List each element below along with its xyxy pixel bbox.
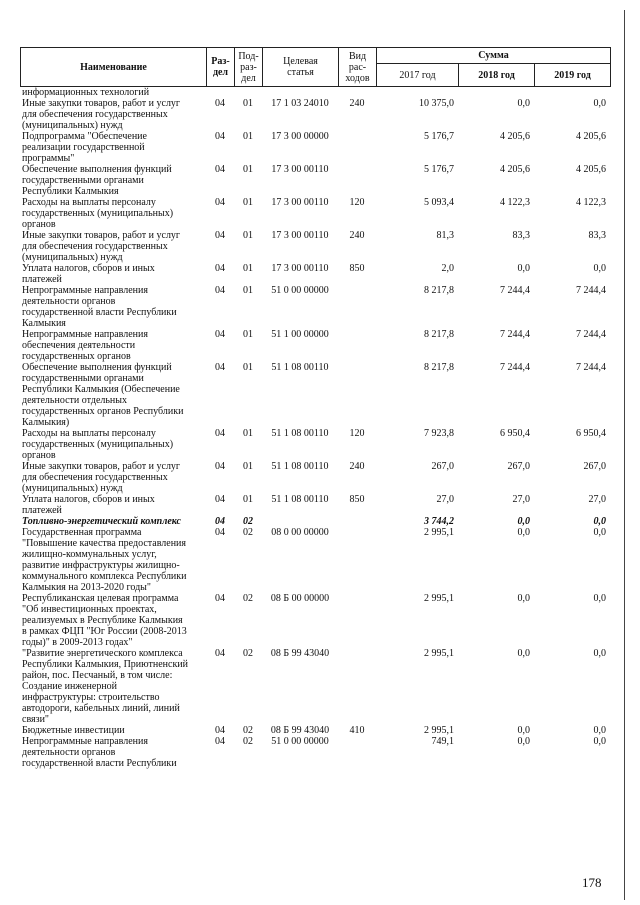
table-row bbox=[20, 285, 610, 329]
row-celevaya-statya: 51 1 08 00110 bbox=[271, 362, 329, 373]
row-sum-2019: 0,0 bbox=[593, 98, 606, 109]
row-celevaya-statya: 08 Б 99 43040 bbox=[270, 648, 330, 659]
row-celevaya-statya: 51 0 00 00000 bbox=[271, 285, 329, 296]
row-podrazdel: 01 bbox=[243, 494, 253, 505]
row-sum-2019: 4 205,6 bbox=[576, 131, 606, 142]
row-name: Непрограммные направления деятельности органов государственной власти Республики Калмыкия bbox=[22, 285, 177, 329]
row-vid-rashodov bbox=[338, 736, 376, 769]
row-vid-rashodov bbox=[338, 648, 376, 725]
row-sum-2017: 267,0 bbox=[431, 461, 454, 472]
row-vid-rashodov: 240 bbox=[349, 98, 365, 109]
row-celevaya-statya bbox=[262, 87, 338, 98]
row-vid-rashodov: 850 bbox=[349, 494, 365, 505]
row-name: Иные закупки товаров, работ и услуг для обеспечения государственных (муниципальных) нужд bbox=[22, 461, 181, 494]
row-razdel: 04 bbox=[215, 362, 225, 373]
row-vid-rashodov: 120 bbox=[349, 428, 365, 439]
row-razdel: 04 bbox=[215, 725, 225, 736]
row-celevaya-statya: 51 1 00 00000 bbox=[271, 329, 329, 340]
row-vid-rashodov: 240 bbox=[349, 461, 365, 472]
row-celevaya-statya: 17 3 00 00110 bbox=[271, 230, 329, 241]
row-sum-2017: 5 176,7 bbox=[424, 131, 454, 142]
row-celevaya-statya: 51 1 08 00110 bbox=[271, 461, 329, 472]
row-name: Иные закупки товаров, работ и услуг для обеспечения государственных (муниципальных) нужд bbox=[22, 98, 181, 131]
table-row bbox=[20, 736, 610, 769]
row-razdel: 04 bbox=[215, 428, 225, 439]
row-vid-rashodov: 120 bbox=[349, 197, 365, 208]
row-podrazdel: 01 bbox=[243, 263, 253, 274]
row-razdel: 04 bbox=[215, 230, 225, 241]
row-sum-2019: 0,0 bbox=[593, 527, 606, 538]
row-vid-rashodov bbox=[338, 285, 376, 329]
row-sum-2018: 83,3 bbox=[512, 230, 530, 241]
table-row bbox=[20, 197, 610, 230]
row-sum-2018: 0,0 bbox=[517, 527, 530, 538]
row-podrazdel bbox=[234, 87, 262, 98]
row-razdel: 04 bbox=[215, 98, 225, 109]
row-sum-2019: 0,0 bbox=[593, 725, 606, 736]
row-name: информационных технологий bbox=[22, 87, 150, 98]
row-name: "Развитие энергетического комплекса Республики Калмыкия, Приютненский район, пос. Песчаный, в том числе: Создание инженерной инфраструктуры: строительство автодороги, кабельных линий, линий связи" bbox=[22, 648, 189, 725]
row-podrazdel: 01 bbox=[243, 230, 253, 241]
table-row bbox=[20, 263, 610, 285]
row-sum-2017: 2 995,1 bbox=[424, 725, 454, 736]
row-sum-2017: 2,0 bbox=[441, 263, 454, 274]
row-podrazdel: 01 bbox=[243, 98, 253, 109]
row-sum-2017: 3 744,2 bbox=[424, 516, 454, 527]
table-row bbox=[20, 362, 610, 428]
table-section-row bbox=[20, 516, 610, 527]
row-sum-2018: 267,0 bbox=[507, 461, 530, 472]
header-vid: Вид рас- ходов bbox=[339, 48, 377, 87]
row-podrazdel: 02 bbox=[243, 648, 253, 659]
row-name: Уплата налогов, сборов и иных платежей bbox=[22, 263, 155, 285]
row-name: Расходы на выплаты персоналу государственных (муниципальных) органов bbox=[22, 428, 174, 461]
row-podrazdel: 01 bbox=[243, 329, 253, 340]
row-podrazdel: 01 bbox=[243, 362, 253, 373]
row-sum-2019: 0,0 bbox=[593, 648, 606, 659]
row-sum-2018: 7 244,4 bbox=[500, 329, 530, 340]
row-razdel: 04 bbox=[215, 593, 225, 604]
row-celevaya-statya: 17 3 00 00000 bbox=[271, 131, 329, 142]
row-podrazdel: 02 bbox=[243, 725, 253, 736]
row-sum-2018: 0,0 bbox=[517, 516, 530, 527]
row-sum-2019: 0,0 bbox=[593, 736, 606, 747]
row-name: Уплата налогов, сборов и иных платежей bbox=[22, 494, 155, 516]
row-sum-2017: 8 217,8 bbox=[424, 329, 454, 340]
row-podrazdel: 02 bbox=[243, 593, 253, 604]
row-sum-2018: 4 205,6 bbox=[500, 164, 530, 175]
row-sum-2018: 4 205,6 bbox=[500, 131, 530, 142]
row-sum-2017: 2 995,1 bbox=[424, 648, 454, 659]
row-sum-2018: 27,0 bbox=[512, 494, 530, 505]
row-razdel: 04 bbox=[215, 197, 225, 208]
row-sum-2017: 2 995,1 bbox=[424, 593, 454, 604]
row-razdel: 04 bbox=[215, 736, 225, 747]
row-podrazdel: 02 bbox=[243, 516, 253, 527]
row-vid-rashodov bbox=[338, 164, 376, 197]
table-row bbox=[20, 98, 610, 131]
row-podrazdel: 02 bbox=[243, 527, 253, 538]
row-sum-2017: 2 995,1 bbox=[424, 527, 454, 538]
row-celevaya-statya: 17 3 00 00110 bbox=[271, 164, 329, 175]
row-sum-2019: 0,0 bbox=[593, 593, 606, 604]
row-celevaya-statya: 08 0 00 00000 bbox=[271, 527, 329, 538]
page-edge-line bbox=[624, 10, 625, 900]
header-summa: Сумма bbox=[377, 48, 611, 64]
table-row bbox=[20, 593, 610, 648]
row-vid-rashodov: 240 bbox=[349, 230, 365, 241]
row-sum-2017: 7 923,8 bbox=[424, 428, 454, 439]
header-razdel: Раз- дел bbox=[207, 48, 235, 87]
row-name: Непрограммные направления деятельности органов государственной власти Республики bbox=[22, 736, 177, 769]
row-sum-2017: 5 176,7 bbox=[424, 164, 454, 175]
table-row bbox=[20, 725, 610, 736]
row-sum-2017: 10 375,0 bbox=[419, 98, 454, 109]
row-sum-2018: 7 244,4 bbox=[500, 285, 530, 296]
row-name: Иные закупки товаров, работ и услуг для обеспечения государственных (муниципальных) нужд bbox=[22, 230, 181, 263]
row-sum-2019: 83,3 bbox=[588, 230, 606, 241]
row-sum-2017: 27,0 bbox=[436, 494, 454, 505]
row-vid-rashodov bbox=[338, 516, 376, 527]
row-sum-2019: 7 244,4 bbox=[576, 362, 606, 373]
row-sum-2018: 4 122,3 bbox=[500, 197, 530, 208]
row-celevaya-statya: 17 3 00 00110 bbox=[271, 197, 329, 208]
table-row bbox=[20, 131, 610, 164]
row-sum-2017: 5 093,4 bbox=[424, 197, 454, 208]
table-row bbox=[20, 527, 610, 593]
row-sum-2018: 0,0 bbox=[517, 263, 530, 274]
row-razdel: 04 bbox=[215, 516, 225, 527]
row-celevaya-statya: 17 1 03 24010 bbox=[271, 98, 329, 109]
row-sum-2017 bbox=[376, 87, 458, 98]
row-vid-rashodov bbox=[338, 527, 376, 593]
row-sum-2017: 8 217,8 bbox=[424, 285, 454, 296]
row-sum-2017: 749,1 bbox=[431, 736, 454, 747]
row-celevaya-statya: 51 1 08 00110 bbox=[271, 494, 329, 505]
row-vid-rashodov bbox=[338, 362, 376, 428]
row-vid-rashodov: 850 bbox=[349, 263, 365, 274]
row-podrazdel: 01 bbox=[243, 197, 253, 208]
header-celevaya: Целевая статья bbox=[263, 48, 339, 87]
row-razdel: 04 bbox=[215, 461, 225, 472]
row-name: Расходы на выплаты персоналу государственных (муниципальных) органов bbox=[22, 197, 174, 230]
table-body bbox=[20, 87, 610, 769]
row-name: Бюджетные инвестиции bbox=[22, 725, 125, 736]
row-celevaya-statya: 17 3 00 00110 bbox=[271, 263, 329, 274]
row-name: Непрограммные направления обеспечения деятельности государственных органов bbox=[22, 329, 148, 362]
row-sum-2019: 27,0 bbox=[588, 494, 606, 505]
header-2019: 2019 год bbox=[535, 64, 611, 87]
table-row bbox=[20, 164, 610, 197]
row-sum-2018 bbox=[458, 87, 534, 98]
row-sum-2018: 7 244,4 bbox=[500, 362, 530, 373]
row-razdel: 04 bbox=[215, 285, 225, 296]
header-podrazdel: Под- раз- дел bbox=[235, 48, 263, 87]
row-sum-2019 bbox=[534, 87, 610, 98]
row-razdel: 04 bbox=[215, 131, 225, 142]
row-name: Обеспечение выполнения функций государственными органами Республики Калмыкия bbox=[22, 164, 172, 197]
row-sum-2018: 0,0 bbox=[517, 725, 530, 736]
table-row bbox=[20, 329, 610, 362]
table-header bbox=[20, 47, 611, 87]
row-name: Обеспечение выполнения функций государственными органами Республики Калмыкия (Обеспечение деятельности отдельных государственных органов Республики Калмыкия) bbox=[22, 362, 184, 428]
row-sum-2019: 7 244,4 bbox=[576, 329, 606, 340]
row-razdel: 04 bbox=[215, 263, 225, 274]
row-celevaya-statya: 08 Б 99 43040 bbox=[270, 725, 330, 736]
row-sum-2019: 4 205,6 bbox=[576, 164, 606, 175]
row-vid-rashodov bbox=[338, 329, 376, 362]
row-sum-2018: 6 950,4 bbox=[500, 428, 530, 439]
table-row bbox=[20, 428, 610, 461]
table-row bbox=[20, 461, 610, 494]
row-celevaya-statya: 51 1 08 00110 bbox=[271, 428, 329, 439]
row-razdel: 04 bbox=[215, 648, 225, 659]
row-podrazdel: 01 bbox=[243, 461, 253, 472]
row-razdel: 04 bbox=[215, 329, 225, 340]
row-razdel: 04 bbox=[215, 164, 225, 175]
row-name: Топливно-энергетический комплекс bbox=[22, 516, 181, 527]
row-sum-2018: 0,0 bbox=[517, 736, 530, 747]
row-celevaya-statya bbox=[262, 516, 338, 527]
row-vid-rashodov: 410 bbox=[349, 725, 365, 736]
row-sum-2019: 0,0 bbox=[593, 516, 606, 527]
row-podrazdel: 01 bbox=[243, 164, 253, 175]
row-sum-2018: 0,0 bbox=[517, 98, 530, 109]
row-sum-2019: 267,0 bbox=[583, 461, 606, 472]
row-celevaya-statya: 51 0 00 00000 bbox=[271, 736, 329, 747]
row-sum-2017: 81,3 bbox=[436, 230, 454, 241]
row-podrazdel: 01 bbox=[243, 285, 253, 296]
row-celevaya-statya: 08 Б 00 00000 bbox=[270, 593, 330, 604]
header-2018: 2018 год bbox=[459, 64, 535, 87]
row-razdel bbox=[206, 87, 234, 98]
row-name: Подпрограмма "Обеспечение реализации государственной программы" bbox=[22, 131, 147, 164]
row-vid-rashodov bbox=[338, 593, 376, 648]
row-sum-2018: 0,0 bbox=[517, 593, 530, 604]
row-podrazdel: 02 bbox=[243, 736, 253, 747]
row-name: Государственная программа "Повышение качества предоставления жилищно-коммунальных услуг, развитие инфраструктуры жилищно- коммунального комплекса Республики Калмыкия на 2013-2020 годы" bbox=[22, 527, 187, 593]
row-sum-2019: 0,0 bbox=[593, 263, 606, 274]
table-row bbox=[20, 648, 610, 725]
row-razdel: 04 bbox=[215, 494, 225, 505]
row-sum-2017: 8 217,8 bbox=[424, 362, 454, 373]
table-row bbox=[20, 87, 610, 98]
table-row bbox=[20, 494, 610, 516]
row-podrazdel: 01 bbox=[243, 131, 253, 142]
row-sum-2018: 0,0 bbox=[517, 648, 530, 659]
row-sum-2019: 4 122,3 bbox=[576, 197, 606, 208]
row-razdel: 04 bbox=[215, 527, 225, 538]
budget-table-sheet bbox=[20, 47, 610, 769]
row-sum-2019: 6 950,4 bbox=[576, 428, 606, 439]
row-vid-rashodov bbox=[338, 87, 376, 98]
header-2017: 2017 год bbox=[377, 64, 459, 87]
row-sum-2019: 7 244,4 bbox=[576, 285, 606, 296]
page-number: 178 bbox=[582, 875, 602, 890]
header-name: Наименование bbox=[21, 48, 207, 87]
table-row bbox=[20, 230, 610, 263]
row-podrazdel: 01 bbox=[243, 428, 253, 439]
row-name: Республиканская целевая программа "Об инвестиционных проектах, реализуемых в Республике Калмыкия в рамках ФЦП "Юг России (2008-2013 годы)" в 2009-2013 годах" bbox=[22, 593, 187, 648]
row-vid-rashodov bbox=[338, 131, 376, 164]
